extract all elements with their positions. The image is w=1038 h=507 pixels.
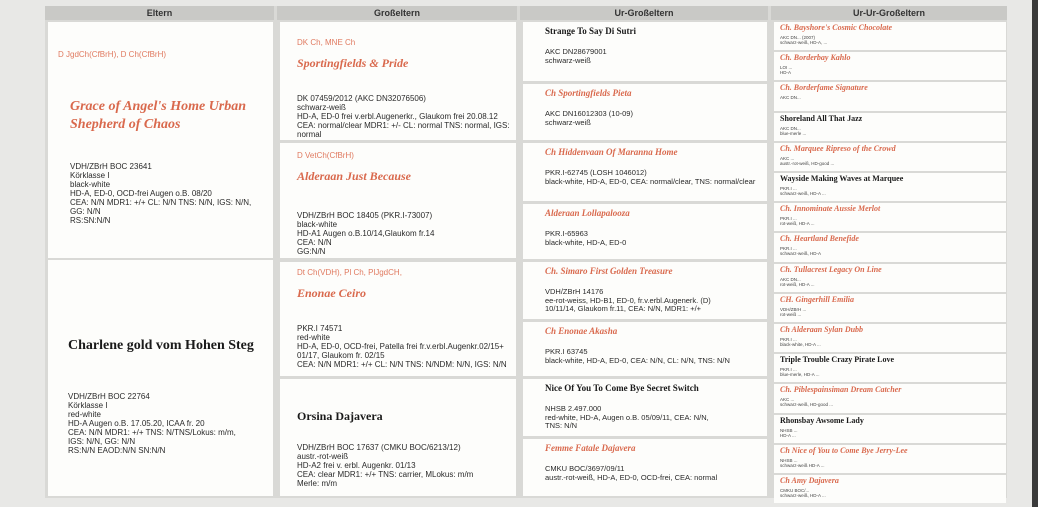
great-great-grandparent-name: Shoreland All That Jazz <box>780 113 863 123</box>
grandparent-1-name: Sportingfields & Pride <box>297 56 409 70</box>
great-great-grandparent-info: LOI ... HD-A <box>780 65 793 76</box>
great-great-grandparent-4 <box>774 113 1006 141</box>
great-grandparent-info: PKR.I-65963 black-white, HD-A, ED-0 <box>545 229 627 247</box>
great-great-grandparent-info: NHSB ... HD-A ... <box>780 427 798 438</box>
great-grandparent-info: AKC DN16012303 (10-09) schwarz-weiß <box>545 109 633 127</box>
great-great-grandparent-5 <box>774 143 1006 171</box>
great-great-grandparent-name: Ch. Heartland Benefide <box>780 234 859 244</box>
grandparent-2-name: Alderaan Just Because <box>297 169 412 183</box>
sire-titles: D JgdCh(CfBrH), D Ch(CfBrH) <box>58 50 167 59</box>
grandparent-4-info: VDH/ZBrH BOC 17637 (CMKU BOC/6213/12) austr.-rot-weiß HD-A2 frei v. erbl. Augenkr. 01/13 CEA: clear MDR1: +/+ TNS: carrier, MLokus: m/m Merle: m/m <box>297 443 474 488</box>
great-great-grandparent-info: AKC DN... rot-weiß, HD-A ... <box>780 276 815 287</box>
great-great-grandparent-name: Ch. Piblespainsiman Dream Catcher <box>780 385 902 395</box>
great-grandparent-info: PKR.I-62745 (LOSH 1046012) black-white, HD-A, ED-0, CEA: normal/clear, TNS: normal/clear <box>545 168 756 186</box>
great-great-grandparent-name: Ch Amy Dajavera <box>780 476 839 485</box>
grandparent-2 <box>280 143 516 258</box>
great-great-grandparent-info: PKR.I ... schwarz-weiß, HD-A ... <box>780 186 826 196</box>
great-great-grandparent-info: AKC DN... (2007) schwarz-weiß, HD-A, ... <box>780 35 828 45</box>
great-great-grandparent-13 <box>774 384 1006 412</box>
great-great-grandparent-info: PKR.I ... black-white, HD-A ... <box>780 337 821 347</box>
great-great-grandparent-10 <box>774 294 1006 322</box>
great-great-grandparent-info: AKC DN... blue-merle ... <box>780 125 807 136</box>
great-great-grandparent-name: Rhonsbay Awsome Lady <box>780 415 864 425</box>
great-great-grandparent-8 <box>774 233 1006 261</box>
great-grandparent-6 <box>523 322 767 376</box>
header-eltern: Eltern <box>45 6 274 20</box>
great-great-grandparent-name: Ch. Borderfame Signature <box>780 83 868 93</box>
great-great-grandparent-info: AKC DN... <box>780 95 801 101</box>
great-great-grandparent-2 <box>774 52 1006 80</box>
great-grandparent-name: Ch Sportingfields Pieta <box>545 88 632 98</box>
grandparent-4 <box>280 379 516 496</box>
great-grandparent-name: Ch. Simaro First Golden Treasure <box>545 266 673 276</box>
great-great-grandparent-name: Ch. Marquee Ripreso of the Crowd <box>780 143 896 153</box>
great-great-grandparent-name: Ch. Innominate Aussie Merlot <box>780 204 881 214</box>
grandparent-3-info: PKR.I 74571 red-white HD-A, ED-0, OCD-frei, Patella frei fr.v.erbl.Augenkr.02/15+ 01/17, Glaukom fr. 02/15 CEA: N/N MDR1: +/+ CL: N/N TNS: N/NDM: N/N, IGS: N/N <box>297 324 507 369</box>
header-urgrosseltern: Ur-Großeltern <box>520 6 768 20</box>
header-ururgrosseltern: Ur-Ur-Großeltern <box>771 6 1007 20</box>
dam-info: VDH/ZBrH BOC 22764 Körklasse I red-white HD-A Augen o.B. 17.05.20, ICAA fr. 20 CEA: N/N MDR1: +/+ TNS: N/TNS/Lokus: m/m, IGS: N/N, GG: N/N RS:N/N EAOD:N/N SN:N/N <box>68 392 236 455</box>
great-grandparent-name: Ch Hiddenvaan Of Maranna Home <box>545 147 678 157</box>
grandparent-2-titles: D VetCh(CfBrH) <box>297 151 354 160</box>
great-great-grandparent-name: Triple Trouble Crazy Pirate Love <box>780 355 895 365</box>
great-great-grandparent-name: CH. Gingerhill Emilia <box>780 294 855 304</box>
grandparent-2-info: VDH/ZBrH BOC 18405 (PKR.I-73007) black-white HD-A1 Augen o.B.10/14,Glaukom fr.14 CEA: N/N GG:N/N <box>297 211 435 256</box>
great-great-grandparent-14 <box>774 415 1006 443</box>
great-great-grandparent-3 <box>774 82 1006 110</box>
header-grosseltern: Großeltern <box>277 6 517 20</box>
great-grandparent-name: Strange To Say Di Sutri <box>545 26 637 36</box>
great-grandparent-info: AKC DN28679001 schwarz-weiß <box>545 47 607 65</box>
grandparent-1-info: DK 07459/2012 (AKC DN32076506) schwarz-weiß HD-A, ED-0 frei v.erbl.Augenerkr., Glaukom frei 20.08.12 CEA: normal/clear MDR1: +/- CL: normal TNS: normal, IGS: normal <box>297 94 510 139</box>
parent-sire <box>48 22 273 258</box>
great-grandparent-7 <box>523 379 767 436</box>
great-great-grandparent-name: Ch Nice of You to Come Bye Jerry-Lee <box>780 445 908 455</box>
great-great-grandparent-7 <box>774 203 1006 231</box>
sire-info: VDH/ZBrH BOC 23641 Körklasse I black-white HD-A, ED-0, OCD-frei Augen o.B. 08/20 CEA: N/N MDR1: +/+ CL: N/N TNS: N/N, IGS: N/N, GG: N/N RS:SN:N/N <box>70 162 252 225</box>
great-grandparent-4 <box>523 204 767 259</box>
great-great-grandparent-12 <box>774 354 1006 382</box>
great-grandparent-name: Ch Enonae Akasha <box>545 326 618 336</box>
dam-name: Charlene gold vom Hohen Steg <box>68 338 254 353</box>
right-scrollbar-edge <box>1032 0 1038 507</box>
parent-dam <box>48 260 273 496</box>
great-great-grandparent-name: Ch Alderaan Sylan Dubb <box>780 325 864 334</box>
grandparent-1-titles: DK Ch, MNE Ch <box>297 38 356 47</box>
pedigree-sheet <box>45 6 1007 498</box>
great-grandparent-2 <box>523 84 767 140</box>
great-great-grandparent-info: VDH/ZBrH ... rot-weiß ... <box>780 306 807 317</box>
great-grandparent-info: VDH/ZBrH 14176 ee-rot-weiss, HD-B1, ED-0, fr.v.erbl.Augenerk. (D) 10/11/14, Glaukom fr.11, CEA: N/N, MDR1: +/+ <box>545 287 711 313</box>
great-grandparent-name: Femme Fatale Dajavera <box>545 443 636 453</box>
grandparent-1 <box>280 22 516 140</box>
grandparent-3-name: Enonae Ceiro <box>297 286 367 300</box>
sire-name: Grace of Angel's Home Urban Shepherd of Chaos <box>70 99 247 132</box>
great-great-grandparent-info: NHSB ... schwarz-weiß HD-A ... <box>780 457 825 468</box>
great-great-grandparent-name: Ch. Borderbay Kahlo <box>780 53 851 63</box>
great-great-grandparent-name: Wayside Making Waves at Marquee <box>780 174 904 183</box>
great-great-grandparent-info: PKR.I ... schwarz-weiß, HD-A <box>780 246 822 257</box>
great-grandparent-name: Alderaan Lollapalooza <box>545 208 630 218</box>
great-great-grandparent-16 <box>774 475 1006 503</box>
great-grandparent-5 <box>523 262 767 319</box>
grandparent-3 <box>280 262 516 376</box>
grandparent-4-name: Orsina Dajavera <box>297 409 383 423</box>
great-great-grandparent-1 <box>774 22 1006 50</box>
great-grandparent-info: PKR.I 63745 black-white, HD-A, ED-0, CEA: N/N, CL: N/N, TNS: N/N <box>545 347 730 365</box>
great-great-grandparent-6 <box>774 173 1006 201</box>
grandparent-3-titles: Dt Ch(VDH), Pl Ch, PlJgdCH, <box>297 268 402 277</box>
great-great-grandparent-info: CMKU BOC/... schwarz-weiß, HD-A ... <box>780 488 826 498</box>
great-great-grandparent-info: AKC ... austr.-rot-weiß, HD-good ... <box>780 155 835 166</box>
great-great-grandparent-15 <box>774 445 1006 473</box>
great-great-grandparent-9 <box>774 264 1006 292</box>
great-grandparent-name: Nice Of You To Come Bye Secret Switch <box>545 383 699 393</box>
great-great-grandparent-info: PKR.I ... blue-merle, HD-A ... <box>780 367 820 378</box>
great-great-grandparent-name: Ch. Tullacrest Legacy On Line <box>780 264 882 274</box>
great-great-grandparent-info: AKC ... schwarz-weiß, HD-good ... <box>780 397 834 408</box>
great-grandparent-8 <box>523 439 767 496</box>
great-great-grandparent-info: PKR.I ... rot-weiß, HD-A ... <box>780 216 815 227</box>
great-grandparent-info: NHSB 2.497.000 red-white, HD-A, Augen o.B. 05/09/11, CEA: N/N, TNS: N/N <box>545 404 709 430</box>
great-grandparent-info: CMKU BOC/3697/09/11 austr.-rot-weiß, HD-A, ED-0, OCD-frei, CEA: normal <box>545 464 718 482</box>
great-great-grandparent-name: Ch. Bayshore's Cosmic Chocolate <box>780 23 893 32</box>
great-great-grandparent-11 <box>774 324 1006 352</box>
great-grandparent-1 <box>523 22 767 81</box>
great-grandparent-3 <box>523 143 767 201</box>
